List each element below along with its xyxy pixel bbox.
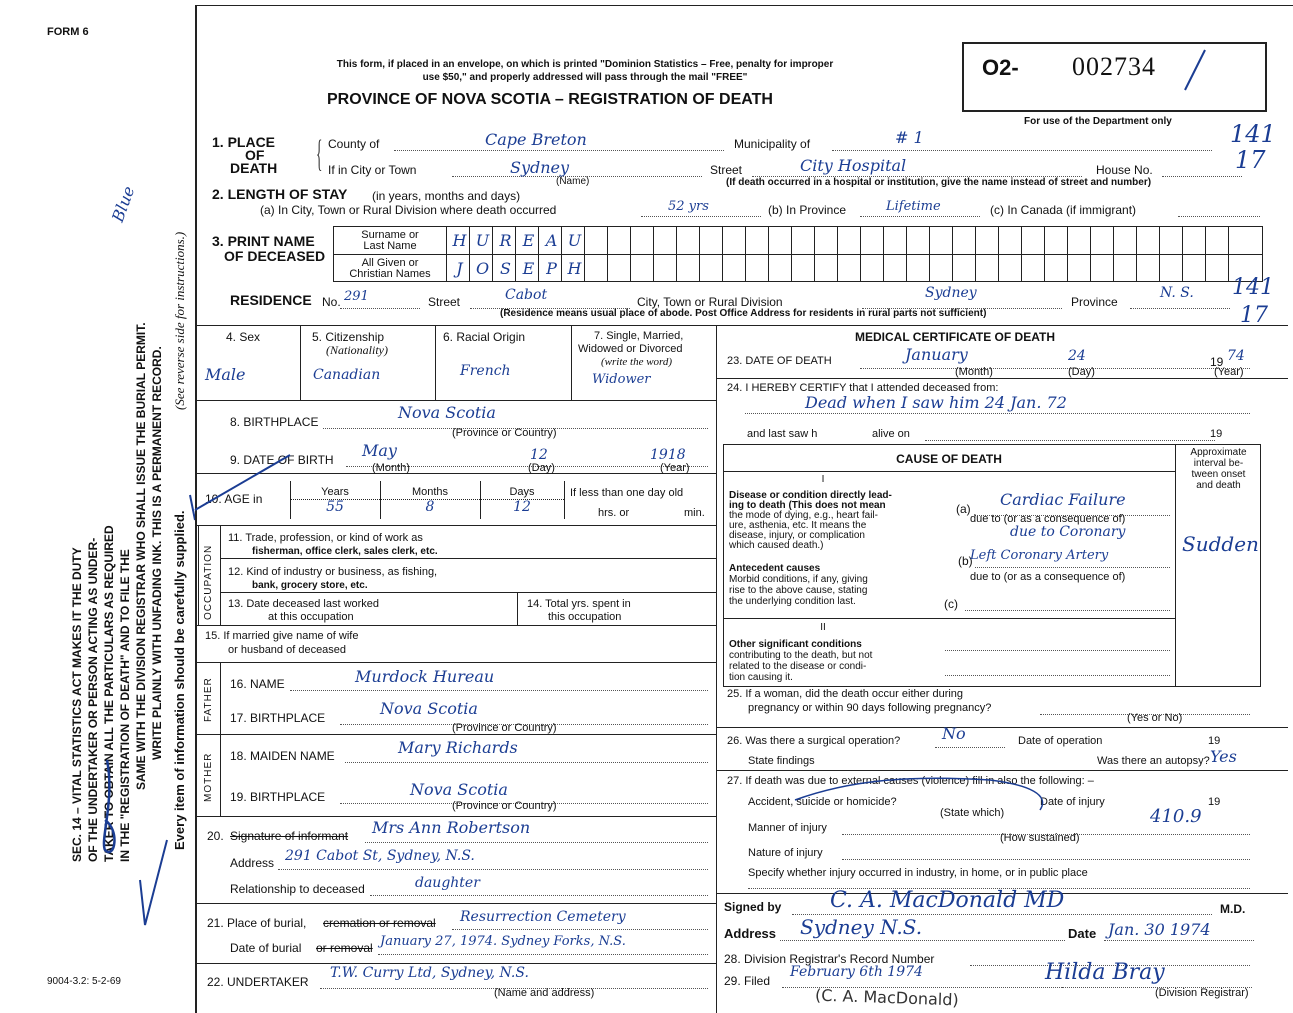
father-side-label: FATHER <box>203 677 214 722</box>
municipality-label: Municipality of <box>734 137 811 151</box>
birthplace-sub: (Province or Country) <box>452 427 557 439</box>
alive-on-label: alive on <box>872 428 910 440</box>
surname-label-1: Surname or <box>361 229 419 241</box>
mail-notice-1: This form, if placed in an envelope, on which is printed "Dominion Statistics – Free, penalty for improper <box>336 59 834 70</box>
residence-city-value: Sydney <box>925 285 977 301</box>
q26-date-label: Date of operation <box>1018 735 1103 747</box>
side-line4: IN THE "REGISTRATION OF DEATH" AND TO FILE THE <box>118 549 132 862</box>
q26-operation-value: No <box>942 724 966 743</box>
surname-letter: E <box>522 231 535 250</box>
city-value: Sydney <box>510 158 570 177</box>
q15-line1: 15. If married give name of wife <box>205 630 359 642</box>
registrar-signature: Hilda Bray <box>1045 960 1165 985</box>
municipality-value: # 1 <box>895 128 924 147</box>
side-line3: TAKER TO OBTAIN ALL THE PARTICULARS AS REQUIRED <box>102 525 116 862</box>
racial-label: 6. Racial Origin <box>443 330 526 344</box>
father-name-label: 16. NAME <box>230 677 285 691</box>
residence-prov-value: N. S. <box>1160 285 1194 301</box>
place-label: 1. PLACE <box>212 134 276 150</box>
lastsaw-19: 19 <box>1210 428 1223 440</box>
surname-letter: U <box>567 231 582 250</box>
father-name-value: Murdock Hureau <box>355 667 495 686</box>
q27-accident: Accident, suicide or homicide? <box>748 796 897 808</box>
city-label: If in City or Town <box>328 163 417 177</box>
birthplace-value: Nova Scotia <box>398 403 496 422</box>
dob-day: 12 <box>530 447 548 463</box>
age-label: 10. AGE in <box>205 492 263 506</box>
md-label: M.D. <box>1220 902 1246 916</box>
q27-manner: Manner of injury <box>748 822 827 834</box>
age-less-label: If less than one day old <box>570 487 684 499</box>
residence-no-value: 291 <box>344 289 369 304</box>
death-day: 24 <box>1068 348 1086 364</box>
informant-num: 20. <box>207 829 224 843</box>
burial-place-value: Resurrection Cemetery <box>460 909 626 925</box>
side-line5: SAME WITH THE DIVISION REGISTRAR WHO SHALL ISSUE THE BURIAL PERMIT. <box>134 322 148 790</box>
q26-19: 19 <box>1208 735 1221 747</box>
mother-bp-value: Nova Scotia <box>410 780 508 799</box>
given-label-1: All Given or <box>361 257 419 269</box>
informant-signature: Mrs Ann Robertson <box>372 818 531 837</box>
interval-label-2: interval be- <box>1193 458 1244 469</box>
q11-line2: fisherman, office clerk, sales clerk, etc. <box>252 546 438 557</box>
burial-place-struck: cremation or removal <box>323 916 436 930</box>
interval-label-1: Approximate <box>1190 447 1247 458</box>
death-year: 74 <box>1227 348 1245 364</box>
registrar-sub: (Division Registrar) <box>1155 987 1249 999</box>
disease-line-6: which caused death.) <box>729 540 824 551</box>
q26-label: 26. Was there a surgical operation? <box>727 735 901 747</box>
side-see: (See reverse side for instructions.) <box>172 231 187 410</box>
q27-specify: Specify whether injury occurred in industry, in home, or in public place <box>748 867 1088 879</box>
other-line-2: related to the disease or condi- <box>729 661 867 672</box>
age-min: min. <box>684 507 705 519</box>
antecedent-title: Antecedent causes <box>729 563 821 574</box>
county-value: Cape Breton <box>485 130 587 149</box>
q12-line1: 12. Kind of industry or business, as fishing, <box>228 566 438 578</box>
reg-check-mark <box>1180 45 1210 95</box>
sign-address-label: Address <box>724 926 777 941</box>
surname-letter: H <box>452 231 467 250</box>
undertaker-value: T.W. Curry Ltd, Sydney, N.S. <box>330 965 529 981</box>
registration-number: 002734 <box>1072 52 1156 81</box>
age-days-label: Days <box>509 486 535 498</box>
given-letter: P <box>546 259 557 278</box>
age-days: 12 <box>513 499 531 515</box>
form-code: 9004-3.2: 5-2-69 <box>47 976 121 987</box>
stay-a-label: (a) In City, Town or Rural Division where death occurred <box>260 203 557 217</box>
attended-value: Dead when I saw him 24 Jan. 72 <box>805 393 1067 412</box>
citizenship-label: 5. Citizenship <box>312 330 385 344</box>
undertaker-label: 22. UNDERTAKER <box>207 975 309 989</box>
marital-label-3: (write the word) <box>601 356 673 368</box>
stay-sub: (in years, months and days) <box>372 189 521 203</box>
residence-prov-label: Province <box>1071 295 1118 309</box>
mother-maiden-label: 18. MAIDEN NAME <box>230 749 335 763</box>
dept-use-label: For use of the Department only <box>1024 116 1172 127</box>
due-to-2: due to (or as a consequence of) <box>970 571 1126 583</box>
cause-b-value: Left Coronary Artery <box>970 548 1109 563</box>
death-year-pre: 19 <box>1210 355 1224 369</box>
filed-value: February 6th 1974 <box>790 964 923 980</box>
informant-addr-value: 291 Cabot St, Sydney, N.S. <box>285 848 475 864</box>
hospital-note: (If death occurred in a hospital or institution, give the name instead of street and number) <box>726 177 1152 188</box>
county-label: County of <box>328 137 380 151</box>
form-title: PROVINCE OF NOVA SCOTIA – REGISTRATION OF DEATH <box>327 91 773 108</box>
stay-b-value: Lifetime <box>886 199 941 214</box>
antecedent-line-1: Morbid conditions, if any, giving <box>729 574 868 585</box>
interval-value: Sudden <box>1182 532 1259 556</box>
residence-code-1: 141 <box>1232 275 1274 300</box>
given-letter: O <box>475 259 490 278</box>
q27-label: 27. If death was due to external causes (violence) fill in also the following: – <box>727 775 1094 787</box>
cause-a-value: Cardiac Failure <box>1000 490 1126 509</box>
roman-two: II <box>820 622 826 633</box>
interval-label-3: tween onset <box>1191 469 1246 480</box>
city-name-sub: (Name) <box>556 176 590 187</box>
given-label-2: Christian Names <box>349 268 431 280</box>
father-bp-sub: (Province or Country) <box>452 722 557 734</box>
cause-title: CAUSE OF DEATH <box>896 452 1002 466</box>
death-day-sub: (Day) <box>1068 366 1095 378</box>
q26-autopsy-value: Yes <box>1210 747 1237 766</box>
sex-label: 4. Sex <box>226 330 261 344</box>
surname-label-2: Last Name <box>363 240 417 252</box>
dob-year: 1918 <box>650 447 686 463</box>
mother-side-label: MOTHER <box>203 752 214 802</box>
burial-date-label: Date of burial <box>230 941 302 955</box>
stay-c-label: (c) In Canada (if immigrant) <box>990 203 1137 217</box>
antecedent-line-3: the underlying condition last. <box>729 596 856 607</box>
due-to-1: due to (or as a consequence of) <box>970 513 1126 525</box>
place-label-death: DEATH <box>230 160 278 176</box>
margin-note-blue: Blue <box>108 183 139 225</box>
disease-line-5: disease, injury, or complication <box>729 530 865 541</box>
q27-19: 19 <box>1208 796 1221 808</box>
marital-label-2: Widowed or Divorced <box>578 343 683 355</box>
printname-label-1: 3. PRINT NAME <box>212 233 315 249</box>
age-months-label: Months <box>411 486 449 498</box>
place-code-2: 17 <box>1235 146 1266 174</box>
burial-date-struck: or removal <box>316 941 373 955</box>
mother-bp-sub: (Province or Country) <box>452 800 557 812</box>
birthplace-label: 8. BIRTHPLACE <box>230 415 319 429</box>
dob-day-sub: (Day) <box>528 462 555 474</box>
mail-notice-2: use $50," and properly addressed will pass through the mail "FREE" <box>422 72 748 83</box>
due-to-1-value: due to Coronary <box>1010 524 1126 540</box>
sign-date-value: Jan. 30 1974 <box>1108 920 1211 939</box>
signed-by-value: C. A. MacDonald MD <box>830 888 1065 913</box>
occupation-side-label: OCCUPATION <box>203 544 214 620</box>
dob-year-sub: (Year) <box>660 462 690 474</box>
informant-rel-label: Relationship to deceased <box>230 882 365 896</box>
mother-bp-label: 19. BIRTHPLACE <box>230 790 326 804</box>
residence-street-value: Cabot <box>505 287 548 303</box>
death-month-sub: (Month) <box>955 366 993 378</box>
residence-note: (Residence means usual place of abode. Post Office Address for residents in rural parts not sufficient) <box>500 308 987 319</box>
residence-city-label: City, Town or Rural Division <box>637 295 783 309</box>
q27-code: 410.9 <box>1150 806 1202 827</box>
residence-street-label: Street <box>428 295 461 309</box>
other-line-3: tion causing it. <box>729 672 793 683</box>
residence-code-2: 17 <box>1240 303 1268 328</box>
q25-yes-no: (Yes or No) <box>1127 712 1183 724</box>
surname-letter: R <box>499 231 512 250</box>
disease-line-4: ure, asthenia, etc. It means the <box>729 520 867 531</box>
q27-state-which: (State which) <box>940 807 1005 819</box>
cause-a-label: (a) <box>956 502 971 516</box>
disease-line-3: the mode of dying, e.g., heart fail- <box>729 510 878 521</box>
q14-line2: this occupation <box>548 611 622 623</box>
dob-label: 9. DATE OF BIRTH <box>230 453 334 467</box>
burial-place-label: 21. Place of burial, <box>207 916 307 930</box>
stay-label: 2. LENGTH OF STAY <box>212 186 348 202</box>
q25-line2: pregnancy or within 90 days following pregnancy? <box>748 702 992 714</box>
marital-value: Widower <box>592 372 651 387</box>
side-every: Every item of information should be carefully supplied. <box>172 510 187 850</box>
side-line6: WRITE PLAINLY WITH UNFADING INK. THIS IS A PERMANENT RECORD. <box>150 346 164 760</box>
death-month: January <box>905 345 968 364</box>
q24-label: 24. I HEREBY CERTIFY that I attended deceased from: <box>727 382 999 394</box>
q27-date-injury: Date of injury <box>1040 796 1105 808</box>
disease-line-2: ing to death (This does not mean <box>729 500 886 511</box>
lastsaw-label: and last saw h <box>747 428 818 440</box>
disease-line-1: Disease or condition directly lead- <box>729 490 892 501</box>
death-year-sub: (Year) <box>1214 366 1244 378</box>
registration-prefix: O2- <box>982 55 1019 80</box>
citizenship-value: Canadian <box>313 367 381 383</box>
given-letter: H <box>567 259 582 278</box>
q25-line1: 25. If a woman, did the death occur either during <box>727 688 964 700</box>
street-label: Street <box>710 163 743 177</box>
form-label: FORM 6 <box>47 26 89 38</box>
q12-line2: bank, grocery store, etc. <box>252 580 368 591</box>
signed-by-label: Signed by <box>724 900 782 914</box>
q11-line1: 11. Trade, profession, or kind of work as <box>228 532 423 544</box>
sex-value: Male <box>205 365 246 384</box>
age-years: 55 <box>326 499 344 515</box>
surname-letter: A <box>545 231 558 250</box>
stay-b-label: (b) In Province <box>768 203 847 217</box>
burial-date-value: January 27, 1974. Sydney Forks, N.S. <box>380 934 626 949</box>
other-line-1: contributing to the death, but not <box>729 650 873 661</box>
q23-label: 23. DATE OF DEATH <box>727 355 832 367</box>
informant-label-struck: Signature of informant <box>230 829 349 843</box>
informant-rel-value: daughter <box>415 875 480 891</box>
sign-date-label: Date <box>1068 926 1097 941</box>
age-years-label: Years <box>321 486 349 498</box>
undertaker-sub: (Name and address) <box>494 987 595 999</box>
racial-value: French <box>460 363 511 379</box>
residence-label: RESIDENCE <box>230 292 312 308</box>
place-code-1: 141 <box>1230 120 1276 148</box>
q26-findings: State findings <box>748 755 815 767</box>
printname-label-2: OF DECEASED <box>224 248 326 264</box>
mother-maiden-value: Mary Richards <box>398 738 518 757</box>
q29-label: 29. Filed <box>724 974 771 988</box>
given-letter: J <box>456 259 463 278</box>
q27-how: (How sustained) <box>1000 832 1080 844</box>
stay-a-value: 52 yrs <box>668 199 709 214</box>
father-bp-value: Nova Scotia <box>380 699 478 718</box>
medical-title: MEDICAL CERTIFICATE OF DEATH <box>855 330 1055 344</box>
dob-month: May <box>362 441 397 460</box>
age-months: 8 <box>425 499 435 515</box>
father-bp-label: 17. BIRTHPLACE <box>230 711 326 725</box>
q13-line1: 13. Date deceased last worked <box>228 598 380 610</box>
side-line2: OF THE UNDERTAKER OR PERSON ACTING AS UNDER- <box>86 537 100 862</box>
sign-address-value: Sydney N.S. <box>800 915 923 939</box>
given-letter: E <box>522 259 535 278</box>
antecedent-line-2: rise to the above cause, stating <box>729 585 868 596</box>
q15-line2: or husband of deceased <box>228 644 347 656</box>
marital-label-1: 7. Single, Married, <box>594 330 684 342</box>
informant-addr-label: Address <box>230 856 275 870</box>
q13-line2: at this occupation <box>268 611 354 623</box>
interval-label-4: and death <box>1196 480 1241 491</box>
q26-autopsy-label: Was there an autopsy? <box>1097 755 1210 767</box>
printed-name: (C. A. MacDonald) <box>814 985 960 1010</box>
other-title: Other significant conditions <box>729 639 862 650</box>
q28-label: 28. Division Registrar's Record Number <box>724 952 935 966</box>
cause-c-label: (c) <box>944 597 958 611</box>
street-value: City Hospital <box>800 156 907 175</box>
side-sec: SEC. 14 – VITAL STATISTICS ACT MAKES IT THE DUTY <box>70 547 84 862</box>
given-letter: S <box>500 259 511 278</box>
dob-month-sub: (Month) <box>372 462 410 474</box>
q27-nature: Nature of injury <box>748 847 823 859</box>
age-pen-mark <box>190 450 300 520</box>
q27-pen-mark <box>790 770 1060 835</box>
age-hrs: hrs. or <box>598 507 630 519</box>
cause-b-label: (b) <box>958 554 973 568</box>
q14-line1: 14. Total yrs. spent in <box>527 598 631 610</box>
form-top-border <box>195 5 1293 6</box>
surname-letter: U <box>475 231 490 250</box>
citizenship-sub: (Nationality) <box>326 343 388 357</box>
residence-no-label: No. <box>322 295 341 309</box>
roman-one: I <box>821 474 825 485</box>
house-label: House No. <box>1096 163 1153 177</box>
place-label-of: OF <box>245 147 265 163</box>
